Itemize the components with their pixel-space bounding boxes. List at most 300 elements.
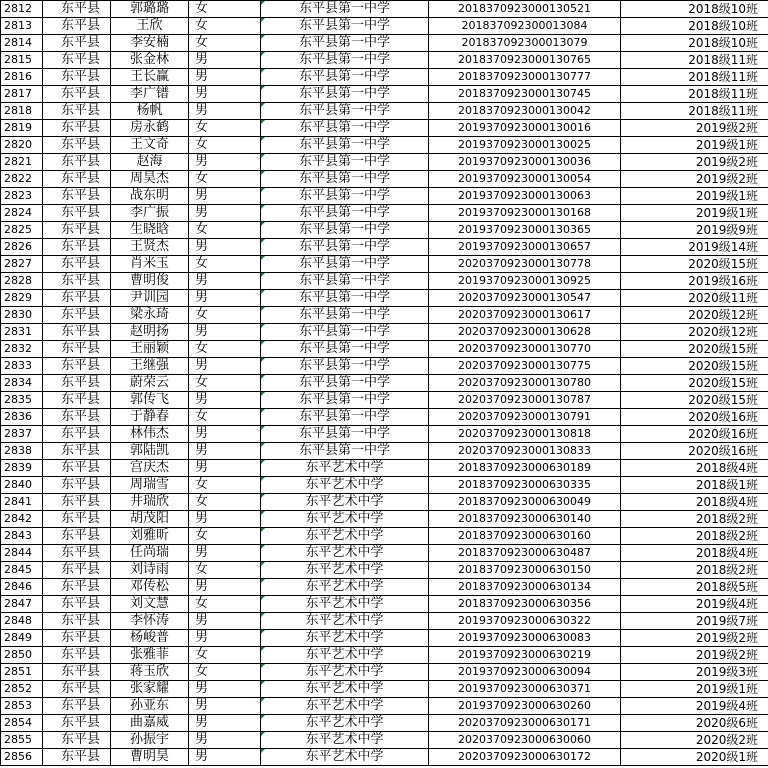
name-cell[interactable]: 李广振 <box>111 205 189 222</box>
county-cell[interactable]: 东平县 <box>43 409 111 426</box>
name-cell[interactable]: 房永鹤 <box>111 120 189 137</box>
school-cell[interactable]: 东平艺术中学 <box>261 562 429 579</box>
name-cell[interactable]: 尹训园 <box>111 290 189 307</box>
county-cell[interactable]: 东平县 <box>43 103 111 120</box>
class-cell[interactable]: 2018级2班 <box>621 562 768 579</box>
name-cell[interactable]: 林伟杰 <box>111 426 189 443</box>
name-cell[interactable]: 张金林 <box>111 52 189 69</box>
gender-cell[interactable]: 男 <box>189 460 261 477</box>
row-number[interactable]: 2854 <box>1 715 43 732</box>
class-cell[interactable]: 2020级15班 <box>621 358 768 375</box>
table-row[interactable] <box>1 341 768 358</box>
gender-cell[interactable]: 女 <box>189 409 261 426</box>
table-row[interactable] <box>1 477 768 494</box>
gender-cell[interactable]: 女 <box>189 1 261 18</box>
student-id-cell[interactable]: 2019370923000130063 <box>429 188 621 205</box>
row-number[interactable]: 2829 <box>1 290 43 307</box>
table-row[interactable] <box>1 596 768 613</box>
name-cell[interactable]: 郭传飞 <box>111 392 189 409</box>
class-cell[interactable]: 2019级16班 <box>621 273 768 290</box>
gender-cell[interactable]: 男 <box>189 103 261 120</box>
county-cell[interactable]: 东平县 <box>43 256 111 273</box>
table-row[interactable] <box>1 511 768 528</box>
school-cell[interactable]: 东平艺术中学 <box>261 596 429 613</box>
gender-cell[interactable]: 女 <box>189 375 261 392</box>
class-cell[interactable]: 2020级16班 <box>621 426 768 443</box>
school-cell[interactable]: 东平县第一中学 <box>261 256 429 273</box>
school-cell[interactable]: 东平县第一中学 <box>261 358 429 375</box>
county-cell[interactable]: 东平县 <box>43 749 111 766</box>
student-id-cell[interactable]: 2020370923000130780 <box>429 375 621 392</box>
table-row[interactable] <box>1 494 768 511</box>
table-row[interactable] <box>1 256 768 273</box>
student-id-cell[interactable]: 2019370923000130036 <box>429 154 621 171</box>
county-cell[interactable]: 东平县 <box>43 205 111 222</box>
row-number[interactable]: 2830 <box>1 307 43 324</box>
gender-cell[interactable]: 男 <box>189 749 261 766</box>
table-row[interactable] <box>1 103 768 120</box>
county-cell[interactable]: 东平县 <box>43 222 111 239</box>
gender-cell[interactable]: 男 <box>189 511 261 528</box>
row-number[interactable]: 2814 <box>1 35 43 52</box>
gender-cell[interactable]: 男 <box>189 358 261 375</box>
table-row[interactable] <box>1 715 768 732</box>
name-cell[interactable]: 曲嘉威 <box>111 715 189 732</box>
name-cell[interactable]: 井瑞欣 <box>111 494 189 511</box>
county-cell[interactable]: 东平县 <box>43 239 111 256</box>
table-row[interactable] <box>1 188 768 205</box>
name-cell[interactable]: 杨峻普 <box>111 630 189 647</box>
name-cell[interactable]: 张雅菲 <box>111 647 189 664</box>
school-cell[interactable]: 东平县第一中学 <box>261 35 429 52</box>
class-cell[interactable]: 2019级2班 <box>621 120 768 137</box>
table-row[interactable] <box>1 681 768 698</box>
name-cell[interactable]: 郭璐璐 <box>111 1 189 18</box>
row-number[interactable]: 2850 <box>1 647 43 664</box>
student-id-cell[interactable]: 2018370923000630150 <box>429 562 621 579</box>
school-cell[interactable]: 东平县第一中学 <box>261 222 429 239</box>
row-number[interactable]: 2852 <box>1 681 43 698</box>
county-cell[interactable]: 东平县 <box>43 630 111 647</box>
school-cell[interactable]: 东平县第一中学 <box>261 52 429 69</box>
table-row[interactable] <box>1 409 768 426</box>
county-cell[interactable]: 东平县 <box>43 732 111 749</box>
student-id-cell[interactable]: 2020370923000630171 <box>429 715 621 732</box>
student-id-cell[interactable]: 2019370923000630322 <box>429 613 621 630</box>
county-cell[interactable]: 东平县 <box>43 392 111 409</box>
county-cell[interactable]: 东平县 <box>43 52 111 69</box>
gender-cell[interactable]: 男 <box>189 392 261 409</box>
row-number[interactable]: 2842 <box>1 511 43 528</box>
row-number[interactable]: 2849 <box>1 630 43 647</box>
row-number[interactable]: 2836 <box>1 409 43 426</box>
student-id-cell[interactable]: 2018370923000630335 <box>429 477 621 494</box>
name-cell[interactable]: 孙亚东 <box>111 698 189 715</box>
student-id-cell[interactable]: 2020370923000130628 <box>429 324 621 341</box>
row-number[interactable]: 2837 <box>1 426 43 443</box>
student-id-cell[interactable]: 2019370923000630219 <box>429 647 621 664</box>
row-number[interactable]: 2847 <box>1 596 43 613</box>
name-cell[interactable]: 王贤杰 <box>111 239 189 256</box>
name-cell[interactable]: 蒋玉欣 <box>111 664 189 681</box>
row-number[interactable]: 2855 <box>1 732 43 749</box>
county-cell[interactable]: 东平县 <box>43 562 111 579</box>
county-cell[interactable]: 东平县 <box>43 358 111 375</box>
county-cell[interactable]: 东平县 <box>43 613 111 630</box>
school-cell[interactable]: 东平县第一中学 <box>261 69 429 86</box>
name-cell[interactable]: 周昊杰 <box>111 171 189 188</box>
class-cell[interactable]: 2020级12班 <box>621 324 768 341</box>
school-cell[interactable]: 东平县第一中学 <box>261 18 429 35</box>
school-cell[interactable]: 东平艺术中学 <box>261 732 429 749</box>
student-id-cell[interactable]: 2018370923000130777 <box>429 69 621 86</box>
name-cell[interactable]: 曹明昊 <box>111 749 189 766</box>
county-cell[interactable]: 东平县 <box>43 647 111 664</box>
class-cell[interactable]: 2019级1班 <box>621 205 768 222</box>
student-id-cell[interactable]: 2020370923000130547 <box>429 290 621 307</box>
table-row[interactable] <box>1 562 768 579</box>
table-row[interactable] <box>1 324 768 341</box>
name-cell[interactable]: 刘诗雨 <box>111 562 189 579</box>
gender-cell[interactable]: 女 <box>189 494 261 511</box>
gender-cell[interactable]: 女 <box>189 647 261 664</box>
row-number[interactable]: 2813 <box>1 18 43 35</box>
gender-cell[interactable]: 男 <box>189 732 261 749</box>
class-cell[interactable]: 2020级2班 <box>621 732 768 749</box>
table-row[interactable] <box>1 307 768 324</box>
gender-cell[interactable]: 男 <box>189 681 261 698</box>
name-cell[interactable]: 王继强 <box>111 358 189 375</box>
gender-cell[interactable]: 女 <box>189 171 261 188</box>
table-row[interactable] <box>1 273 768 290</box>
county-cell[interactable]: 东平县 <box>43 307 111 324</box>
county-cell[interactable]: 东平县 <box>43 579 111 596</box>
row-number[interactable]: 2833 <box>1 358 43 375</box>
county-cell[interactable]: 东平县 <box>43 341 111 358</box>
class-cell[interactable]: 2020级12班 <box>621 307 768 324</box>
county-cell[interactable]: 东平县 <box>43 460 111 477</box>
student-id-cell[interactable]: 201837092300013079 <box>429 35 621 52</box>
name-cell[interactable]: 王欣 <box>111 18 189 35</box>
table-row[interactable] <box>1 137 768 154</box>
class-cell[interactable]: 2018级11班 <box>621 69 768 86</box>
county-cell[interactable]: 东平县 <box>43 137 111 154</box>
county-cell[interactable]: 东平县 <box>43 596 111 613</box>
name-cell[interactable]: 梁永琦 <box>111 307 189 324</box>
name-cell[interactable]: 赵海 <box>111 154 189 171</box>
row-number[interactable]: 2841 <box>1 494 43 511</box>
school-cell[interactable]: 东平县第一中学 <box>261 154 429 171</box>
class-cell[interactable]: 2018级4班 <box>621 494 768 511</box>
county-cell[interactable]: 东平县 <box>43 1 111 18</box>
county-cell[interactable]: 东平县 <box>43 154 111 171</box>
county-cell[interactable]: 东平县 <box>43 86 111 103</box>
row-number[interactable]: 2844 <box>1 545 43 562</box>
county-cell[interactable]: 东平县 <box>43 664 111 681</box>
table-row[interactable] <box>1 630 768 647</box>
table-row[interactable] <box>1 732 768 749</box>
table-row[interactable] <box>1 443 768 460</box>
table-row[interactable] <box>1 579 768 596</box>
name-cell[interactable]: 周瑞雪 <box>111 477 189 494</box>
school-cell[interactable]: 东平艺术中学 <box>261 477 429 494</box>
name-cell[interactable]: 邓传松 <box>111 579 189 596</box>
school-cell[interactable]: 东平县第一中学 <box>261 392 429 409</box>
table-row[interactable] <box>1 664 768 681</box>
student-id-cell[interactable]: 2020370923000130770 <box>429 341 621 358</box>
table-row[interactable] <box>1 52 768 69</box>
county-cell[interactable]: 东平县 <box>43 443 111 460</box>
row-number[interactable]: 2817 <box>1 86 43 103</box>
name-cell[interactable]: 刘文慧 <box>111 596 189 613</box>
school-cell[interactable]: 东平县第一中学 <box>261 188 429 205</box>
gender-cell[interactable]: 女 <box>189 528 261 545</box>
student-id-cell[interactable]: 2018370923000630134 <box>429 579 621 596</box>
class-cell[interactable]: 2019级2班 <box>621 171 768 188</box>
school-cell[interactable]: 东平艺术中学 <box>261 511 429 528</box>
student-id-cell[interactable]: 2018370923000630189 <box>429 460 621 477</box>
row-number[interactable]: 2816 <box>1 69 43 86</box>
gender-cell[interactable]: 女 <box>189 307 261 324</box>
row-number[interactable]: 2845 <box>1 562 43 579</box>
gender-cell[interactable]: 男 <box>189 273 261 290</box>
school-cell[interactable]: 东平艺术中学 <box>261 630 429 647</box>
row-number[interactable]: 2822 <box>1 171 43 188</box>
class-cell[interactable]: 2020级15班 <box>621 375 768 392</box>
table-row[interactable] <box>1 154 768 171</box>
table-row[interactable] <box>1 460 768 477</box>
name-cell[interactable]: 杨帆 <box>111 103 189 120</box>
class-cell[interactable]: 2019级2班 <box>621 630 768 647</box>
class-cell[interactable]: 2019级14班 <box>621 239 768 256</box>
student-id-cell[interactable]: 2020370923000630060 <box>429 732 621 749</box>
county-cell[interactable]: 东平县 <box>43 477 111 494</box>
class-cell[interactable]: 2018级2班 <box>621 511 768 528</box>
school-cell[interactable]: 东平艺术中学 <box>261 545 429 562</box>
student-id-cell[interactable]: 201837092300013084 <box>429 18 621 35</box>
school-cell[interactable]: 东平艺术中学 <box>261 528 429 545</box>
county-cell[interactable]: 东平县 <box>43 375 111 392</box>
class-cell[interactable]: 2019级4班 <box>621 596 768 613</box>
name-cell[interactable]: 郭陆凯 <box>111 443 189 460</box>
gender-cell[interactable]: 男 <box>189 69 261 86</box>
class-cell[interactable]: 2018级10班 <box>621 35 768 52</box>
table-row[interactable] <box>1 749 768 766</box>
gender-cell[interactable]: 男 <box>189 205 261 222</box>
table-row[interactable] <box>1 86 768 103</box>
gender-cell[interactable]: 男 <box>189 715 261 732</box>
school-cell[interactable]: 东平县第一中学 <box>261 171 429 188</box>
school-cell[interactable]: 东平县第一中学 <box>261 86 429 103</box>
name-cell[interactable]: 李广镨 <box>111 86 189 103</box>
school-cell[interactable]: 东平艺术中学 <box>261 647 429 664</box>
school-cell[interactable]: 东平县第一中学 <box>261 120 429 137</box>
gender-cell[interactable]: 男 <box>189 443 261 460</box>
row-number[interactable]: 2834 <box>1 375 43 392</box>
row-number[interactable]: 2848 <box>1 613 43 630</box>
student-id-cell[interactable]: 2018370923000130521 <box>429 1 621 18</box>
row-number[interactable]: 2838 <box>1 443 43 460</box>
class-cell[interactable]: 2018级1班 <box>621 477 768 494</box>
student-id-cell[interactable]: 2018370923000630140 <box>429 511 621 528</box>
county-cell[interactable]: 东平县 <box>43 188 111 205</box>
table-row[interactable] <box>1 290 768 307</box>
student-id-cell[interactable]: 2018370923000130042 <box>429 103 621 120</box>
table-row[interactable] <box>1 545 768 562</box>
school-cell[interactable]: 东平县第一中学 <box>261 290 429 307</box>
student-id-cell[interactable]: 2020370923000130617 <box>429 307 621 324</box>
school-cell[interactable]: 东平县第一中学 <box>261 103 429 120</box>
gender-cell[interactable]: 女 <box>189 664 261 681</box>
county-cell[interactable]: 东平县 <box>43 426 111 443</box>
row-number[interactable]: 2815 <box>1 52 43 69</box>
table-row[interactable] <box>1 205 768 222</box>
county-cell[interactable]: 东平县 <box>43 511 111 528</box>
student-id-cell[interactable]: 2018370923000130765 <box>429 52 621 69</box>
class-cell[interactable]: 2019级2班 <box>621 154 768 171</box>
gender-cell[interactable]: 女 <box>189 120 261 137</box>
class-cell[interactable]: 2019级2班 <box>621 647 768 664</box>
school-cell[interactable]: 东平县第一中学 <box>261 443 429 460</box>
county-cell[interactable]: 东平县 <box>43 698 111 715</box>
row-number[interactable]: 2827 <box>1 256 43 273</box>
class-cell[interactable]: 2020级16班 <box>621 443 768 460</box>
gender-cell[interactable]: 男 <box>189 579 261 596</box>
table-row[interactable] <box>1 18 768 35</box>
school-cell[interactable]: 东平县第一中学 <box>261 341 429 358</box>
school-cell[interactable]: 东平县第一中学 <box>261 409 429 426</box>
student-id-cell[interactable]: 2020370923000130775 <box>429 358 621 375</box>
table-row[interactable] <box>1 120 768 137</box>
name-cell[interactable]: 张家耀 <box>111 681 189 698</box>
gender-cell[interactable]: 男 <box>189 630 261 647</box>
gender-cell[interactable]: 男 <box>189 426 261 443</box>
table-row[interactable] <box>1 35 768 52</box>
name-cell[interactable]: 李安楠 <box>111 35 189 52</box>
class-cell[interactable]: 2019级4班 <box>621 698 768 715</box>
row-number[interactable]: 2825 <box>1 222 43 239</box>
student-id-cell[interactable]: 2019370923000130925 <box>429 273 621 290</box>
table-row[interactable] <box>1 426 768 443</box>
school-cell[interactable]: 东平艺术中学 <box>261 698 429 715</box>
county-cell[interactable]: 东平县 <box>43 528 111 545</box>
class-cell[interactable]: 2019级9班 <box>621 222 768 239</box>
school-cell[interactable]: 东平艺术中学 <box>261 664 429 681</box>
name-cell[interactable]: 肖米玉 <box>111 256 189 273</box>
county-cell[interactable]: 东平县 <box>43 35 111 52</box>
student-id-cell[interactable]: 2020370923000630172 <box>429 749 621 766</box>
class-cell[interactable]: 2019级7班 <box>621 613 768 630</box>
school-cell[interactable]: 东平县第一中学 <box>261 239 429 256</box>
student-id-cell[interactable]: 2020370923000130787 <box>429 392 621 409</box>
table-row[interactable] <box>1 528 768 545</box>
name-cell[interactable]: 王长赢 <box>111 69 189 86</box>
class-cell[interactable]: 2019级1班 <box>621 188 768 205</box>
school-cell[interactable]: 东平艺术中学 <box>261 494 429 511</box>
class-cell[interactable]: 2018级4班 <box>621 545 768 562</box>
school-cell[interactable]: 东平艺术中学 <box>261 749 429 766</box>
name-cell[interactable]: 刘雅昕 <box>111 528 189 545</box>
table-row[interactable] <box>1 358 768 375</box>
school-cell[interactable]: 东平艺术中学 <box>261 613 429 630</box>
class-cell[interactable]: 2018级11班 <box>621 103 768 120</box>
table-row[interactable] <box>1 698 768 715</box>
school-cell[interactable]: 东平县第一中学 <box>261 375 429 392</box>
table-row[interactable] <box>1 69 768 86</box>
county-cell[interactable]: 东平县 <box>43 715 111 732</box>
name-cell[interactable]: 战东明 <box>111 188 189 205</box>
gender-cell[interactable]: 男 <box>189 86 261 103</box>
gender-cell[interactable]: 女 <box>189 35 261 52</box>
class-cell[interactable]: 2020级15班 <box>621 341 768 358</box>
student-id-cell[interactable]: 2019370923000630094 <box>429 664 621 681</box>
row-number[interactable]: 2831 <box>1 324 43 341</box>
class-cell[interactable]: 2020级6班 <box>621 715 768 732</box>
name-cell[interactable]: 孙振宇 <box>111 732 189 749</box>
row-number[interactable]: 2843 <box>1 528 43 545</box>
class-cell[interactable]: 2018级10班 <box>621 18 768 35</box>
name-cell[interactable]: 蔚荣云 <box>111 375 189 392</box>
student-id-cell[interactable]: 2018370923000130745 <box>429 86 621 103</box>
gender-cell[interactable]: 男 <box>189 239 261 256</box>
class-cell[interactable]: 2018级11班 <box>621 52 768 69</box>
school-cell[interactable]: 东平县第一中学 <box>261 324 429 341</box>
county-cell[interactable]: 东平县 <box>43 18 111 35</box>
table-row[interactable] <box>1 1 768 18</box>
student-id-cell[interactable]: 2019370923000130365 <box>429 222 621 239</box>
student-id-cell[interactable]: 2019370923000130016 <box>429 120 621 137</box>
gender-cell[interactable]: 男 <box>189 154 261 171</box>
student-id-cell[interactable]: 2020370923000130833 <box>429 443 621 460</box>
gender-cell[interactable]: 女 <box>189 137 261 154</box>
row-number[interactable]: 2851 <box>1 664 43 681</box>
school-cell[interactable]: 东平县第一中学 <box>261 307 429 324</box>
school-cell[interactable]: 东平县第一中学 <box>261 426 429 443</box>
table-row[interactable] <box>1 613 768 630</box>
name-cell[interactable]: 生晓晗 <box>111 222 189 239</box>
county-cell[interactable]: 东平县 <box>43 494 111 511</box>
student-id-cell[interactable]: 2018370923000630356 <box>429 596 621 613</box>
student-id-cell[interactable]: 2019370923000630083 <box>429 630 621 647</box>
school-cell[interactable]: 东平艺术中学 <box>261 460 429 477</box>
gender-cell[interactable]: 女 <box>189 256 261 273</box>
table-row[interactable] <box>1 375 768 392</box>
name-cell[interactable]: 宫庆杰 <box>111 460 189 477</box>
school-cell[interactable]: 东平县第一中学 <box>261 1 429 18</box>
name-cell[interactable]: 任尚瑞 <box>111 545 189 562</box>
row-number[interactable]: 2823 <box>1 188 43 205</box>
gender-cell[interactable]: 男 <box>189 545 261 562</box>
student-id-cell[interactable]: 2019370923000630371 <box>429 681 621 698</box>
gender-cell[interactable]: 女 <box>189 341 261 358</box>
gender-cell[interactable]: 女 <box>189 562 261 579</box>
student-id-cell[interactable]: 2019370923000130054 <box>429 171 621 188</box>
gender-cell[interactable]: 男 <box>189 613 261 630</box>
table-row[interactable] <box>1 222 768 239</box>
row-number[interactable]: 2821 <box>1 154 43 171</box>
class-cell[interactable]: 2020级11班 <box>621 290 768 307</box>
gender-cell[interactable]: 男 <box>189 324 261 341</box>
class-cell[interactable]: 2019级3班 <box>621 664 768 681</box>
row-number[interactable]: 2826 <box>1 239 43 256</box>
county-cell[interactable]: 东平县 <box>43 273 111 290</box>
class-cell[interactable]: 2020级15班 <box>621 392 768 409</box>
row-number[interactable]: 2835 <box>1 392 43 409</box>
county-cell[interactable]: 东平县 <box>43 545 111 562</box>
class-cell[interactable]: 2018级10班 <box>621 1 768 18</box>
row-number[interactable]: 2820 <box>1 137 43 154</box>
county-cell[interactable]: 东平县 <box>43 290 111 307</box>
